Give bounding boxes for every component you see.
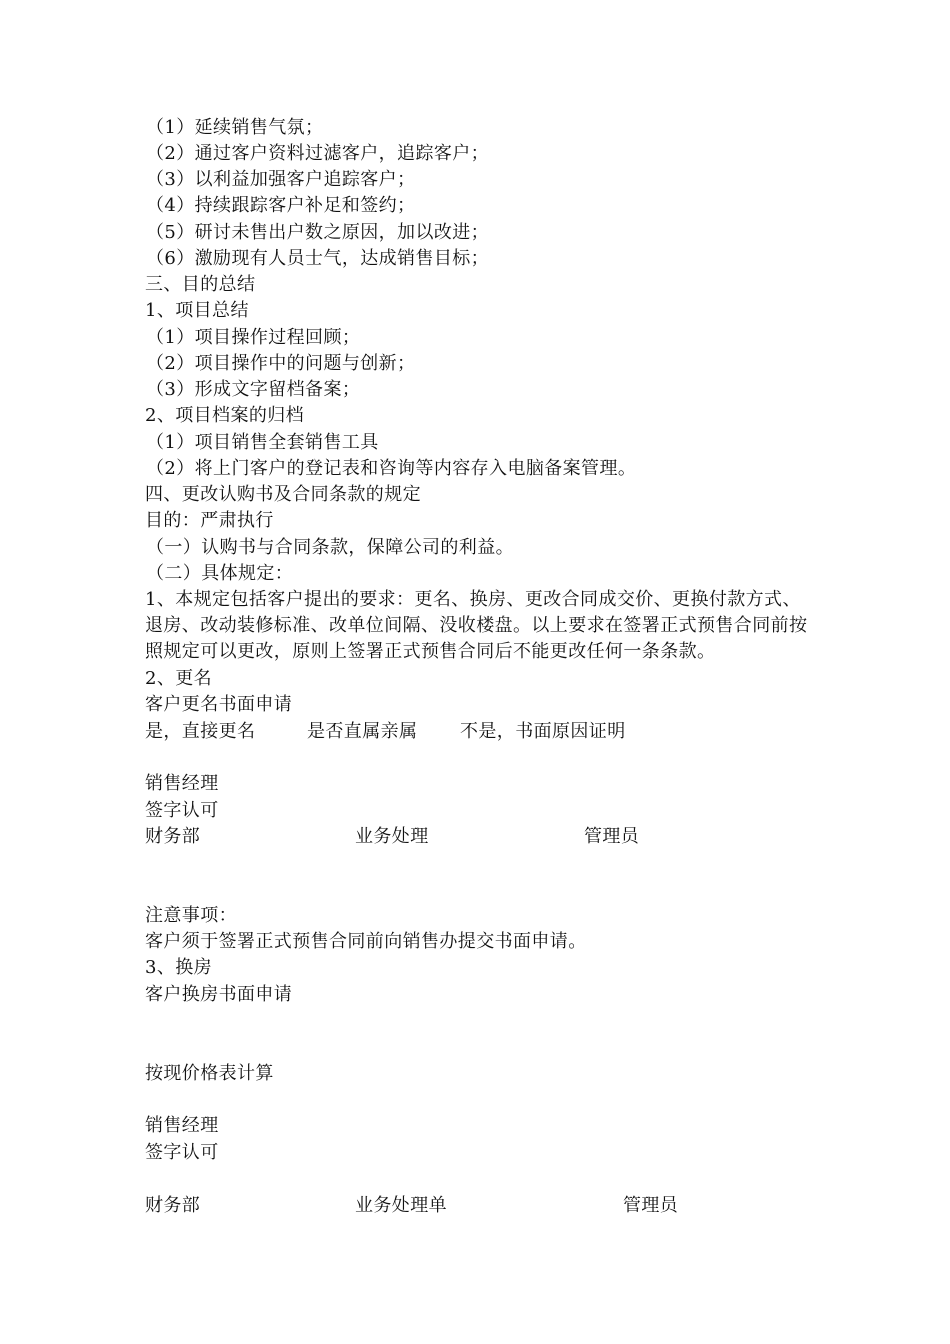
list-item: （5）研讨未售出户数之原因，加以改进； [146,222,490,243]
list-item: （2）项目操作中的问题与创新； [146,353,416,374]
flow-sign: 签字认可 [145,800,219,821]
flow-manager: 销售经理 [145,1115,219,1136]
subsection-heading: 2、更名 [145,668,213,689]
section-heading: 四、更改认购书及合同条款的规定 [145,484,421,505]
note-text: 客户须于签署正式预售合同前向销售办提交书面申请。 [145,931,587,952]
list-item: （3）形成文字留档备案； [146,379,361,400]
flow-finance: 财务部 [145,1195,201,1216]
flow-admin: 管理员 [584,826,640,847]
subsection-heading: 2、项目档案的归档 [145,405,305,426]
flow-sign: 签字认可 [145,1142,219,1163]
list-item: （6）激励现有人员士气，达成销售目标； [146,248,490,269]
flow-process: 业务处理单 [355,1195,447,1216]
purpose-line: 目的：严肃执行 [145,510,274,531]
flow-yes: 是，直接更名 [145,721,256,742]
list-item: （1）项目操作过程回顾； [146,327,361,348]
list-item: （3）以利益加强客户追踪客户； [146,169,416,190]
list-item: （1）延续销售气氛； [146,117,324,138]
list-item: （4）持续跟踪客户补足和签约； [146,195,416,216]
flow-manager: 销售经理 [145,773,219,794]
list-item: （1）项目销售全套销售工具 [146,432,379,453]
list-item: （2）通过客户资料过滤客户，追踪客户； [146,143,490,164]
flow-finance: 财务部 [145,826,201,847]
flow-request: 客户更名书面申请 [145,694,293,715]
subsection-heading: 1、项目总结 [145,300,249,321]
list-item: （2）将上门客户的登记表和咨询等内容存入电脑备案管理。 [146,458,637,479]
flow-question: 是否直属亲属 [307,721,418,742]
section-heading: 三、目的总结 [145,274,256,295]
flow-process: 业务处理 [355,826,429,847]
flow-request: 客户换房书面申请 [145,984,293,1005]
flow-price: 按现价格表计算 [145,1063,274,1084]
rule-paragraph: 1、本规定包括客户提出的要求：更名、换房、更改合同成交价、更换付款方式、退房、改动装修标准、改单位间隔、没收楼盘。以上要求在签署正式预售合同前按照规定可以更改，原则上签署正式预售合同后不能更改任何一条条款。 [145,589,808,662]
note-title: 注意事项： [145,905,237,926]
flow-no: 不是，书面原因证明 [460,721,626,742]
subsection-heading: 3、换房 [145,957,213,978]
flow-admin: 管理员 [623,1195,679,1216]
list-item: （一）认购书与合同条款，保障公司的利益。 [146,537,514,558]
list-item: （二）具体规定： [146,563,294,584]
